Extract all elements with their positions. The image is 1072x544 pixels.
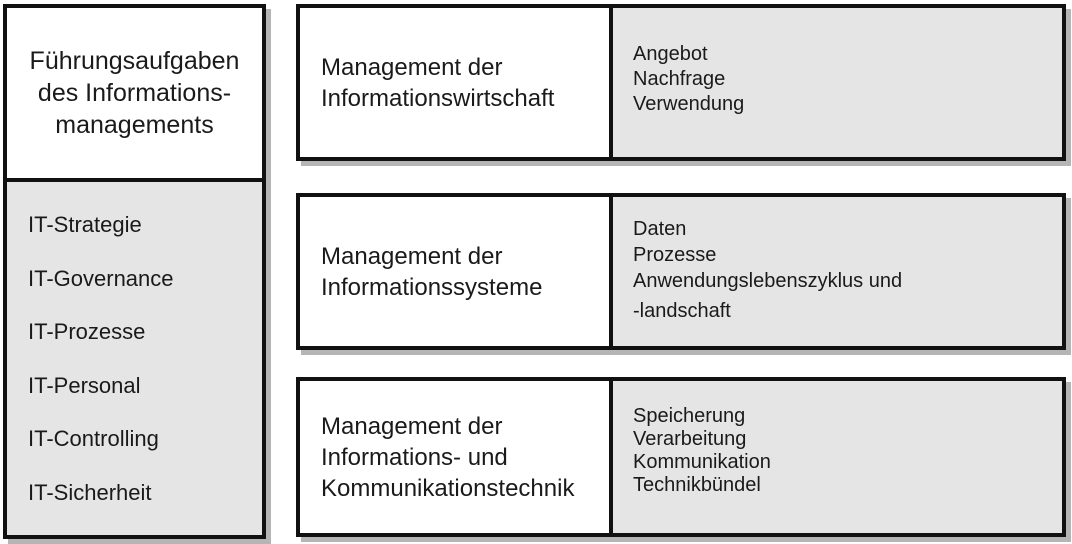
row-details <box>613 8 1062 157</box>
detail-item: Kommunikation <box>633 451 771 473</box>
title-line: Führungsaufgaben <box>29 47 240 75</box>
detail-item: Anwendungslebenszyklus und <box>633 270 903 292</box>
ict-row <box>296 377 1066 537</box>
detail-item: Angebot <box>633 43 708 65</box>
information-economy-row <box>296 4 1066 161</box>
task-item: IT-Personal <box>28 372 141 398</box>
label-line: Informationssysteme <box>321 273 543 301</box>
detail-item: Verwendung <box>633 93 745 115</box>
task-item: IT-Sicherheit <box>28 479 152 505</box>
detail-item: Prozesse <box>633 244 717 266</box>
label-line: Management der <box>321 412 503 440</box>
row-details <box>613 381 1062 533</box>
detail-item: Speicherung <box>633 405 746 427</box>
detail-item: Verarbeitung <box>633 428 747 450</box>
row-label <box>300 197 613 346</box>
detail-item: -landschaft <box>633 300 731 322</box>
label-line: Kommunikationstechnik <box>321 474 575 502</box>
information-systems-row <box>296 193 1066 350</box>
label-line: Informations- und <box>321 443 508 471</box>
task-item: IT-Controlling <box>28 426 159 451</box>
task-item: IT-Strategie <box>28 212 142 237</box>
detail-item: Technikbündel <box>633 474 761 496</box>
task-item: IT-Governance <box>28 265 174 291</box>
detail-item: Daten <box>633 218 687 240</box>
title-line: managements <box>55 111 214 139</box>
task-item: IT-Prozesse <box>28 319 146 344</box>
label-line: Management der <box>321 53 503 81</box>
label-line: Management der <box>321 242 503 270</box>
title-line: des Informations- <box>37 79 232 107</box>
row-details <box>613 197 1062 346</box>
leadership-tasks-title <box>7 8 262 182</box>
leadership-tasks-list <box>7 182 262 535</box>
row-label <box>300 8 613 157</box>
row-label <box>300 381 613 533</box>
leadership-tasks-box <box>3 4 266 539</box>
label-line: Informationswirtschaft <box>321 84 555 112</box>
detail-item: Nachfrage <box>633 68 726 90</box>
